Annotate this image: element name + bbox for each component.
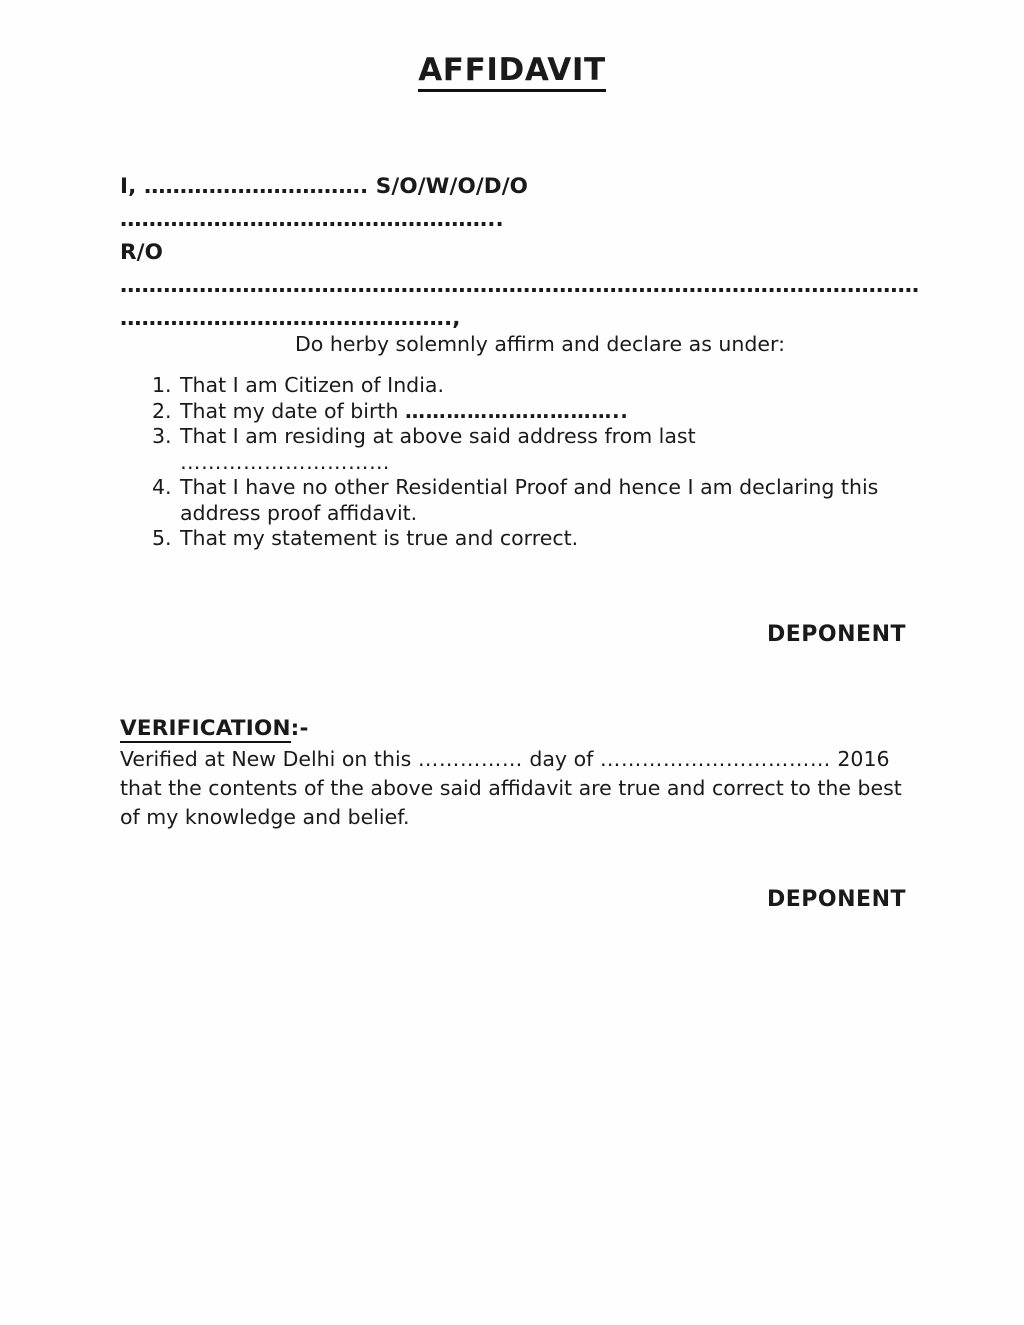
clause-text: That I am residing at above said address from last (180, 424, 696, 448)
clause-list (152, 373, 912, 552)
clause-number: 2. (152, 398, 172, 423)
verification-heading-suffix: :- (290, 716, 309, 741)
party-line-name-continued: …………………………………………….. (120, 207, 504, 232)
party-line-residence-label: R/O (120, 240, 163, 265)
verification-text-part-3: 2016 that the contents of the above said affidavit are true and correct to the best of my knowledge and belief. (120, 747, 902, 829)
page-title (0, 52, 1024, 92)
party-line-name: I, …………………………. S/O/W/O/D/O (120, 174, 529, 199)
clause-text: That I am Citizen of India. (180, 373, 444, 397)
clause-number: 3. (152, 424, 172, 448)
verification-text-part-2: day of (522, 747, 600, 771)
verification-text-part-1: Verified at New Delhi on this (120, 747, 418, 771)
clause-blank-dots: ………………………… (180, 449, 390, 474)
clause-number: 1. (152, 373, 172, 397)
affirmation-statement: Do herby solemnly affirm and declare as under: (295, 332, 785, 356)
deponent-signature-bottom: DEPONENT (767, 887, 906, 912)
clause-number: 4. (152, 475, 172, 499)
verification-heading (120, 716, 309, 741)
party-line-address-1: ………………………………………………………………………………………………… (120, 273, 920, 298)
page-title-text: AFFIDAVIT (418, 52, 606, 92)
clause-blank-dots: ………………………….. (404, 398, 629, 423)
verification-body (120, 745, 910, 832)
list-item (152, 424, 912, 475)
party-line-address-2: ………………………………………., (120, 306, 461, 331)
deponent-signature-top: DEPONENT (767, 622, 906, 647)
verification-heading-text: VERIFICATION (120, 716, 291, 741)
verification-day-blank: …………… (417, 747, 523, 771)
list-item (152, 475, 912, 526)
list-item (152, 373, 912, 399)
clause-text: That my date of birth (180, 398, 405, 423)
list-item (152, 526, 912, 552)
clause-text: That my statement is true and correct. (180, 526, 579, 550)
verification-month-blank: …………………………… (599, 747, 831, 771)
party-details-block (120, 170, 920, 335)
clause-number: 5. (152, 526, 172, 550)
list-item (152, 399, 912, 425)
clause-text: That I have no other Residential Proof and hence I am declaring this address proof affidavit. (180, 475, 879, 525)
